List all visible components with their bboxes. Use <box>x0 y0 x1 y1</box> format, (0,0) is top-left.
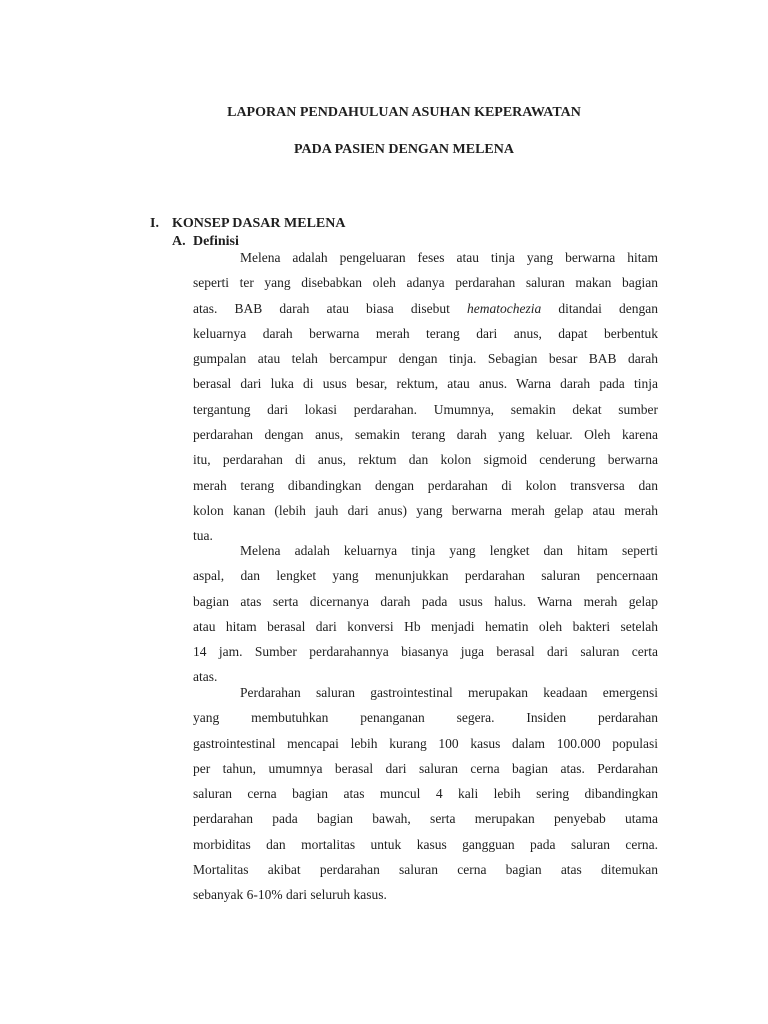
text-line: perdarahan dengan anus, semakin terang darah yang keluar. Oleh karena <box>193 427 658 443</box>
document-title-line-1: LAPORAN PENDAHULUAN ASUHAN KEPERAWATAN <box>227 105 581 120</box>
text-line: atau hitam berasal dari konversi Hb menjadi hematin oleh bakteri setelah <box>193 618 658 634</box>
text-line: aspal, dan lengket yang menunjukkan perdarahan saluran pencernaan <box>193 568 658 584</box>
text-line: Melena adalah pengeluaran feses atau tinja yang berwarna hitam <box>240 250 658 265</box>
italic-term: hematochezia <box>467 300 542 316</box>
text-line: berasal dari luka di usus besar, rektum, atau anus. Warna darah pada tinja <box>193 376 658 392</box>
text-line: tergantung dari lokasi perdarahan. Umumnya, semakin dekat sumber <box>193 401 658 417</box>
text-segment: ditandai dengan <box>541 300 658 316</box>
paragraph-definition-1 <box>193 245 658 549</box>
text-line: 14 jam. Sumber perdarahannya biasanya juga berasal dari saluran certa <box>193 644 658 660</box>
text-line: kolon kanan (lebih jauh dari anus) yang berwarna merah gelap atau merah <box>193 502 658 518</box>
subsection-title: Definisi <box>193 234 239 249</box>
text-line: merah terang dibandingkan dengan perdarahan di kolon transversa dan <box>193 477 658 493</box>
text-line: keluarnya darah berwarna merah terang dari anus, dapat berbentuk <box>193 325 658 341</box>
text-line: Melena adalah keluarnya tinja yang lengket dan hitam seperti <box>240 543 658 558</box>
section-title: KONSEP DASAR MELENA <box>172 216 346 231</box>
text-segment: atas. BAB darah atau biasa disebut <box>193 300 468 316</box>
paragraph-definition-2 <box>193 538 658 690</box>
text-line: tua. <box>193 528 213 544</box>
text-line: sebanyak 6-10% dari seluruh kasus. <box>193 887 387 903</box>
text-line <box>193 296 658 321</box>
text-line: saluran cerna bagian atas muncul 4 kali lebih sering dibandingkan <box>193 786 658 802</box>
text-line: Mortalitas akibat perdarahan saluran cerna bagian atas ditemukan <box>193 862 658 878</box>
document-title-line-2: PADA PASIEN DENGAN MELENA <box>294 142 514 157</box>
subsection-letter: A. <box>172 234 186 249</box>
text-line: atas. <box>193 669 218 685</box>
text-line: per tahun, umumnya berasal dari saluran cerna bagian atas. Perdarahan <box>193 760 658 776</box>
text-line: Perdarahan saluran gastrointestinal merupakan keadaan emergensi <box>240 685 658 700</box>
text-line: itu, perdarahan di anus, rektum dan kolon sigmoid cenderung berwarna <box>193 452 658 468</box>
section-number: I. <box>150 216 159 231</box>
text-line: perdarahan pada bagian bawah, serta merupakan penyebab utama <box>193 811 658 827</box>
text-line: seperti ter yang disebabkan oleh adanya perdarahan saluran makan bagian <box>193 275 658 291</box>
paragraph-definition-3 <box>193 680 658 908</box>
text-line: gastrointestinal mencapai lebih kurang 100 kasus dalam 100.000 populasi <box>193 735 658 751</box>
text-line: gumpalan atau telah bercampur dengan tinja. Sebagian besar BAB darah <box>193 351 658 367</box>
text-line: morbiditas dan mortalitas untuk kasus gangguan pada saluran cerna. <box>193 836 658 852</box>
text-line: bagian atas serta dicernanya darah pada usus halus. Warna merah gelap <box>193 593 658 609</box>
text-line: yang membutuhkan penanganan segera. Insiden perdarahan <box>193 710 658 726</box>
